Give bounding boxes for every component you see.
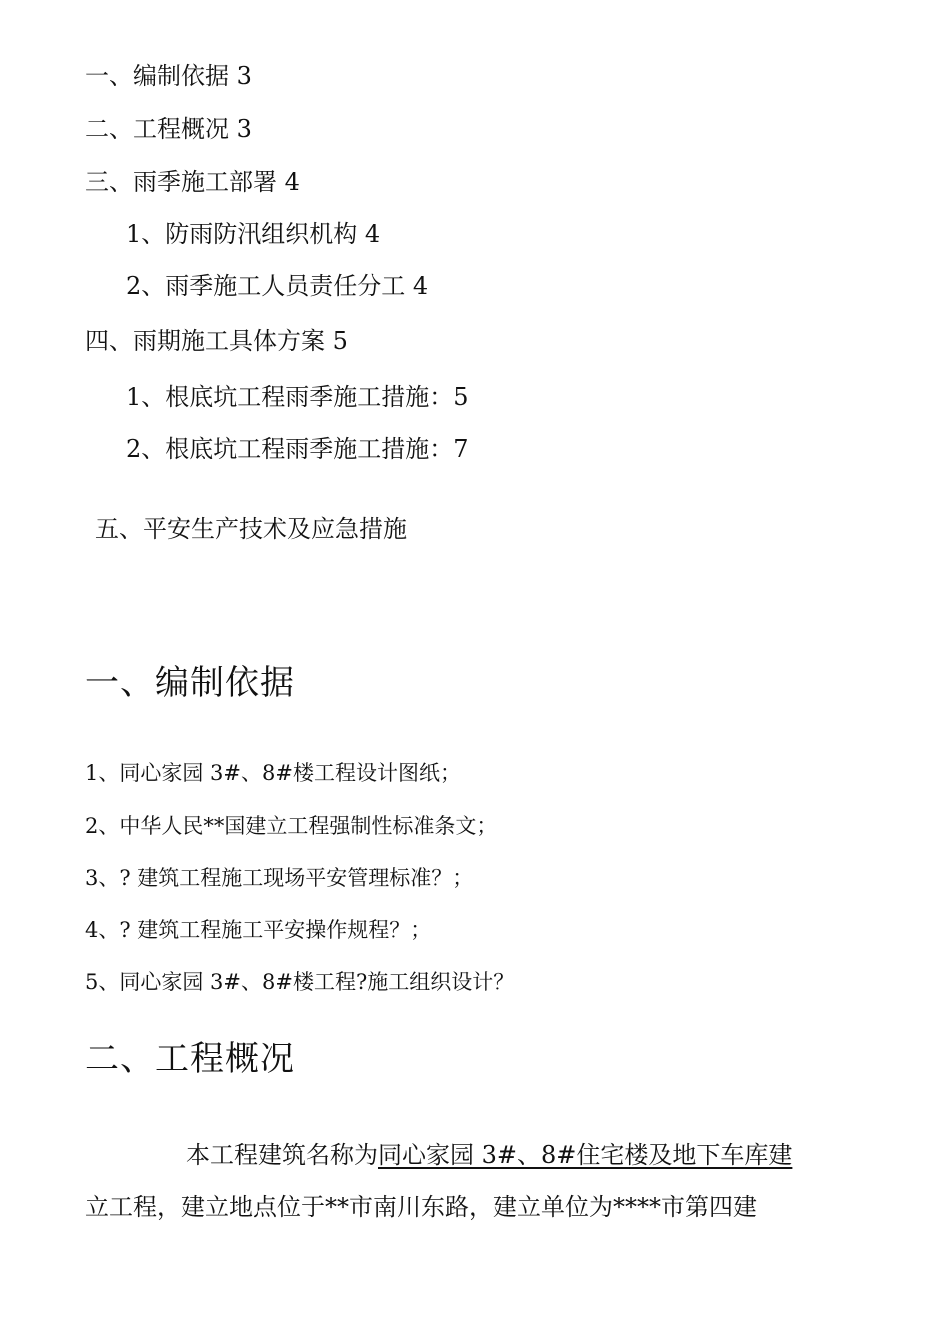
- toc-item[interactable]: 五、平安生产技术及应急措施: [95, 515, 407, 543]
- toc-item[interactable]: 三、雨季施工部署 4: [85, 168, 300, 196]
- toc-item[interactable]: 二、工程概况 3: [85, 115, 252, 143]
- paragraph-text: 本工程建筑名称为: [186, 1141, 378, 1169]
- list-item: 2、中华人民**国建立工程强制性标准条文；: [85, 814, 498, 838]
- project-name: 同心家园 3#、8#住宅楼及地下车库建: [378, 1141, 793, 1169]
- section-heading: 一、编制依据: [85, 663, 295, 703]
- list-item: 5、同心家园 3#、8#楼工程?施工组织设计？: [85, 970, 515, 994]
- toc-item[interactable]: 四、雨期施工具体方案 5: [85, 327, 348, 355]
- list-item: 4、? 建筑工程施工平安操作规程？；: [85, 918, 432, 942]
- list-item: 1、同心家园 3#、8#楼工程设计图纸；: [85, 761, 461, 785]
- toc-subitem[interactable]: 1、防雨防汛组织机构 4: [126, 220, 381, 248]
- list-item: 3、? 建筑工程施工现场平安管理标准？；: [85, 866, 474, 890]
- toc-subitem[interactable]: 1、根底坑工程雨季施工措施：5: [126, 383, 469, 411]
- toc-subitem[interactable]: 2、雨季施工人员责任分工 4: [126, 272, 429, 300]
- paragraph-line: 立工程，建立地点位于**市南川东路，建立单位为****市第四建: [85, 1193, 757, 1221]
- toc-item[interactable]: 一、编制依据 3: [85, 62, 252, 90]
- toc-subitem[interactable]: 2、根底坑工程雨季施工措施：7: [126, 435, 469, 463]
- section-heading: 二、工程概况: [85, 1039, 295, 1079]
- paragraph-line: [186, 1143, 792, 1167]
